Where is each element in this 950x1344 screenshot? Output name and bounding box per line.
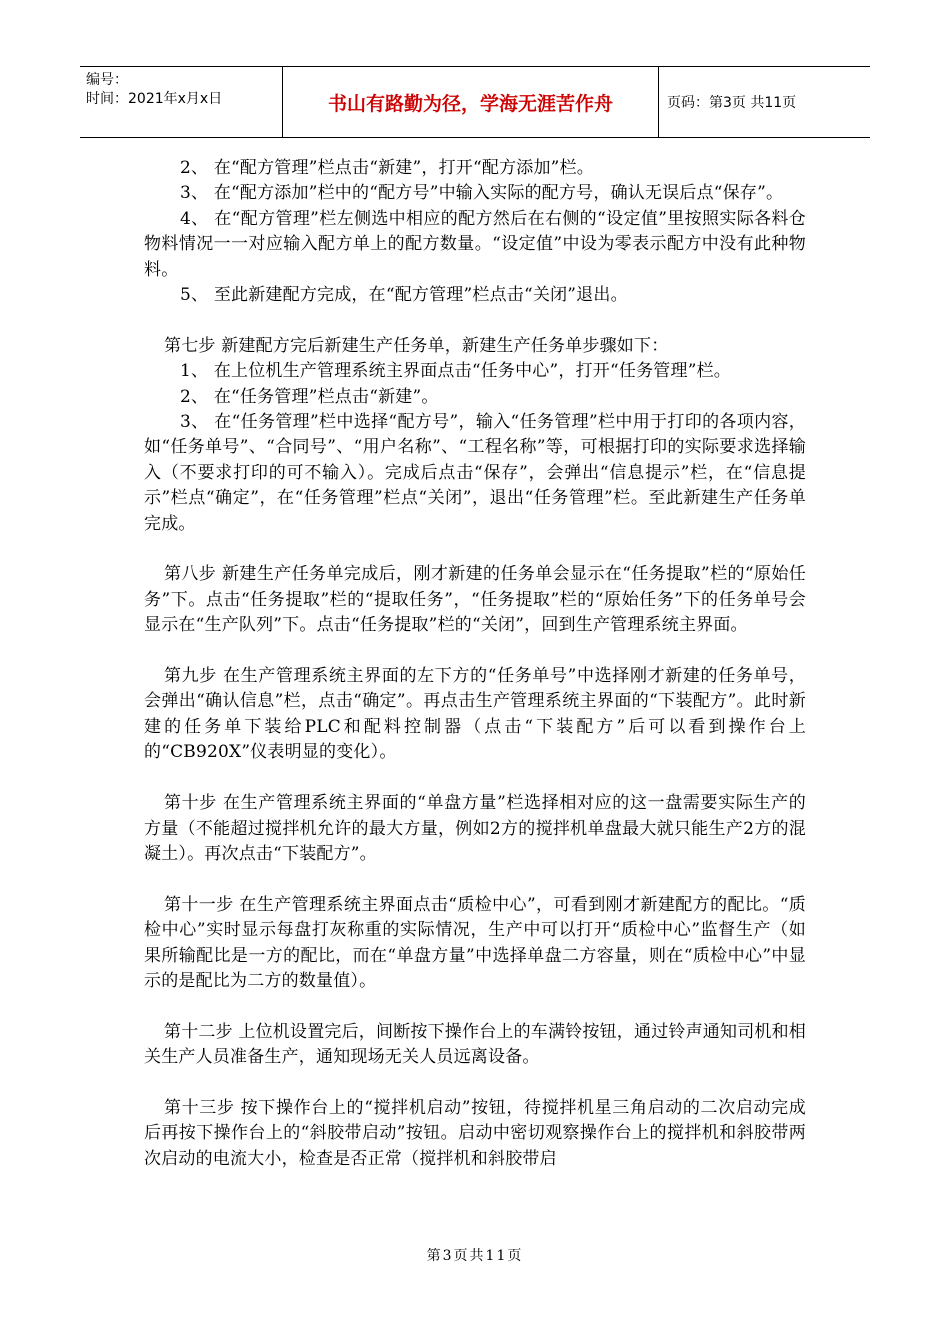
step-heading: 第七步 新建配方完后新建生产任务单，新建生产任务单步骤如下： xyxy=(164,335,669,356)
spacer xyxy=(144,1071,806,1096)
spacer xyxy=(144,994,806,1019)
spacer xyxy=(144,537,806,562)
header-motto: 书山有路勤为径，学海无涯苦作舟 xyxy=(283,67,659,137)
spacer xyxy=(144,766,806,791)
document-body xyxy=(144,156,806,1172)
document-number: 编号： xyxy=(86,72,128,88)
step-item: 3、 在“任务管理”栏中选择“配方号”，输入“任务管理”栏中用于打印的各项内容，如“任务单号”、“合同号”、“用户名称”、“工程名称”等，可根据打印的实际要求选择输入（不要求打印的可不输入）。完成后点击“保存”，会弹出“信息提示”栏，在“信息提示”栏点“确定”，在“任务管理”栏点“关闭”，退出“任务管理”栏。至此新建生产任务单完成。 xyxy=(144,412,806,534)
page-header xyxy=(80,66,870,138)
step-item: 2、 在“任务管理”栏点击“新建”。 xyxy=(180,386,439,407)
step-item: 2、 在“配方管理”栏点击“新建”，打开“配方添加”栏。 xyxy=(180,158,594,178)
step-paragraph: 第十二步 上位机设置完后，间断按下操作台上的车满铃按钮，通过铃声通知司机和相关生产人员准备生产，通知现场无关人员远离设备。 xyxy=(144,1021,807,1068)
spacer xyxy=(144,867,806,892)
step-paragraph: 第十步 在生产管理系统主界面的“单盘方量”栏选择相对应的这一盘需要实际生产的方量（不能超过搅拌机允许的最大方量，例如2方的搅拌机单盘最大就只能生产2方的混凝土）。再次点击“下装配方”。 xyxy=(144,793,806,864)
step-item: 3、 在“配方添加”栏中的“配方号”中输入实际的配方号，确认无误后点“保存”。 xyxy=(180,183,784,204)
step-item: 5、 至此新建配方完成，在“配方管理”栏点击“关闭”退出。 xyxy=(180,285,628,306)
step-item: 4、 在“配方管理”栏左侧选中相应的配方然后在右侧的“设定值”里按照实际各料仓物料情况一一对应输入配方单上的配方数量。“设定值”中设为零表示配方中没有此种物料。 xyxy=(144,208,806,280)
spacer xyxy=(144,639,806,664)
spacer xyxy=(144,308,806,333)
step-paragraph: 第十三步 按下操作台上的“搅拌机启动”按钮，待搅拌机星三角启动的二次启动完成后再按下操作台上的“斜胶带启动”按钮。启动中密切观察操作台上的搅拌机和斜胶带两次启动的电流大小，检查是否正常（搅拌机和斜胶带启 xyxy=(144,1097,806,1169)
header-meta xyxy=(80,67,283,137)
step-paragraph: 第十一步 在生产管理系统主界面点击“质检中心”，可看到刚才新建配方的配比。“质检中心”实时显示每盘打灰称重的实际情况，生产中可以打开“质检中心”监督生产（如果所输配比是一方的配比，而在“单盘方量”中选择单盘二方容量，则在“质检中心”中显示的是配比为二方的数量值）。 xyxy=(144,894,806,991)
step-paragraph: 第九步 在生产管理系统主界面的左下方的“任务单号”中选择刚才新建的任务单号，会弹出“确认信息”栏，点击“确定”。再点击生产管理系统主界面的“下装配方”。此时新建的任务单下装给PLC和配料控制器（点击“下装配方”后可以看到操作台上的“CB920X”仪表明显的变化）。 xyxy=(144,666,806,763)
header-page-number: 页码：第3页 共11页 xyxy=(667,95,797,111)
document-date: 时间：2021年x月x日 xyxy=(86,91,223,107)
step-paragraph: 第八步 新建生产任务单完成后，刚才新建的任务单会显示在“任务提取”栏的“原始任务”下。点击“任务提取”栏的“提取任务”，“任务提取”栏的“原始任务”下的任务单号会显示在“生产队列”下。点击“任务提取”栏的“关闭”，回到生产管理系统主界面。 xyxy=(144,564,806,636)
step-item: 1、 在上位机生产管理系统主界面点击“任务中心”，打开“任务管理”栏。 xyxy=(180,361,731,382)
page-footer: 第3页共11页 xyxy=(426,1248,524,1264)
